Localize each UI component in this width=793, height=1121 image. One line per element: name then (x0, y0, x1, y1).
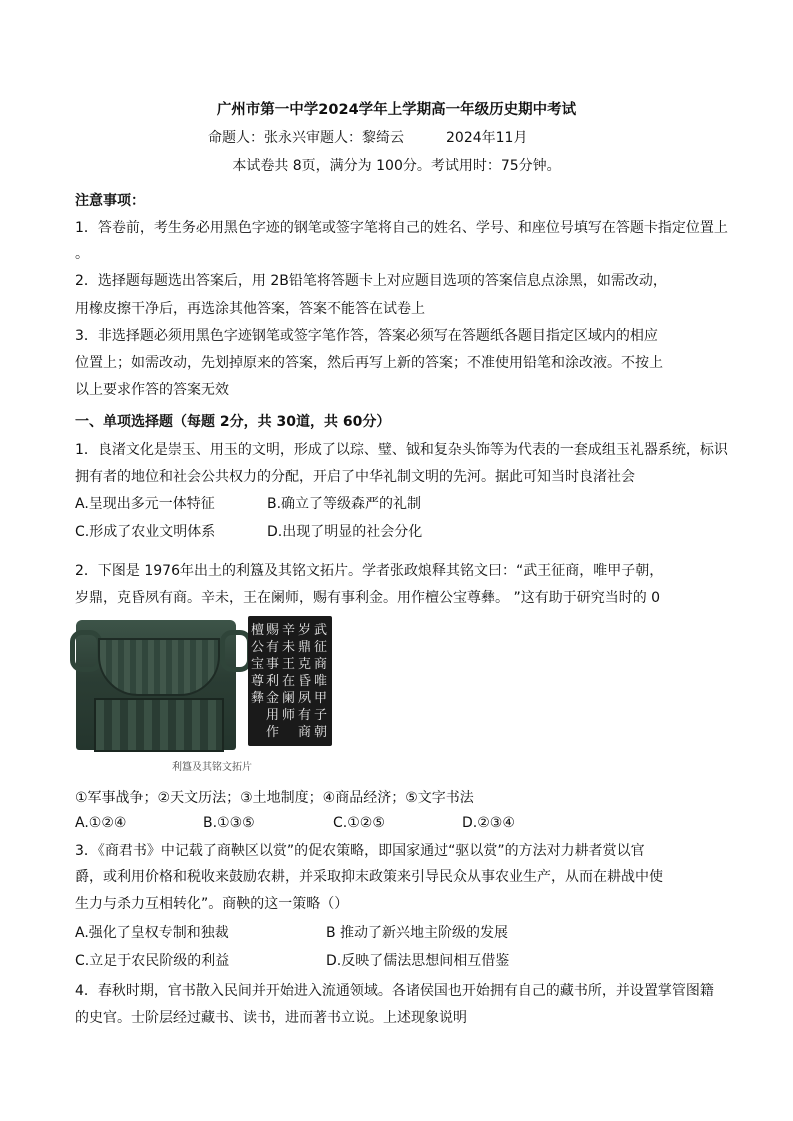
q2-stem-line-1: 2．下图是 1976年出土的利簋及其铭文拓片。学者张政烺释其铭文曰：“武王征商，唯甲子朝， (75, 563, 664, 579)
note-1-line-1: 1．答卷前，考生务必用黑色字迹的钢笔或签字笔将自己的姓名、学号、和座位号填写在答题卡指定位置上 (75, 220, 728, 236)
note-3-line-1: 3．非选择题必须用黑色字迹钢笔或签字笔作答，答案必须写在答题纸各题目指定区域内的相应 (75, 328, 658, 344)
q4-stem-line-2: 的史官。士阶层经过藏书、读书，进而著书立说。上述现象说明 (75, 1010, 467, 1026)
q1-stem-line-1: 1．良渚文化是崇玉、用玉的文明，形成了以琮、璧、钺和复杂头饰等为代表的一套成组玉礼器系统，标识 (75, 442, 728, 458)
figure-caption: 利簋及其铭文拓片 (172, 762, 252, 773)
q3-option-c: C.立足于农民阶级的利益 (75, 953, 230, 969)
q3-stem-line-2: 爵，或利用价格和税收来鼓励农耕，并采取抑末政策来引导民众从事农业生产，从而在耕战中使 (75, 869, 663, 885)
q2-option-c: C.①②⑤ (333, 815, 385, 831)
exam-title: 广州市第一中学2024学年上学期高一年级历史期中考试 (216, 102, 577, 118)
q2-items: ①军事战争；②天文历法；③土地制度；④商品经济；⑤文字书法 (75, 790, 474, 806)
notes-heading: 注意事项： (75, 193, 145, 209)
q1-option-c: C.形成了农业文明体系 (75, 524, 216, 540)
li-gui-vessel-image (76, 620, 236, 750)
q3-stem-line-1: 3．《商君书》中记载了商鞅区以赏”的促农策略，即国家通过“驱以赏”的方法对力耕者赏以官 (75, 843, 645, 859)
q1-option-d: D.出现了明显的社会分化 (267, 524, 423, 540)
q4-stem-line-1: 4．春秋时期，官书散入民间并开始进入流通领域。各诸侯国也开始拥有自己的藏书所，并设置掌管图籍 (75, 983, 714, 999)
exam-authors: 命题人：张永兴审题人：黎绮云 (208, 130, 404, 146)
note-2-line-2: 用橡皮擦干净后，再选涂其他答案，答案不能答在试卷上 (75, 301, 425, 317)
q2-stem-line-2: 岁鼎，克昏夙有商。辛未，王在阑师，赐有事利金。用作檀公宝尊彝。 ”这有助于研究当时的 0 (75, 590, 661, 606)
li-gui-figure (76, 616, 338, 773)
exam-date: 2024年11月 (446, 130, 528, 146)
q2-option-a: A.①②④ (75, 815, 127, 831)
note-3-line-2: 位置上；如需改动，先划掉原来的答案，然后再写上新的答案；不准使用铅笔和涂改液。不按上 (75, 355, 663, 371)
note-2-line-1: 2．选择题每题选出答案后，用 2B铅笔将答题卡上对应题目选项的答案信息点涂黑，如需改动， (75, 273, 667, 289)
q1-option-b: B.确立了等级森严的礼制 (267, 496, 422, 512)
q1-option-a: A.呈现出多元一体特征 (75, 496, 215, 512)
q3-option-a: A.强化了皇权专制和独裁 (75, 925, 229, 941)
q1-stem-line-2: 拥有者的地位和社会公共权力的分配，开启了中华礼制文明的先河。据此可知当时良渚社会 (75, 469, 635, 485)
q3-stem-line-3: 生力与杀力互相转化”。商鞅的这一策略（） (75, 896, 349, 912)
q2-option-d: D.②③④ (462, 815, 515, 831)
exam-info: 本试卷共 8页，满分为 100分。考试用时：75分钟。 (232, 158, 561, 174)
section-1-heading: 一、单项选择题（每题 2分，共 30道，共 60分） (75, 414, 391, 430)
note-3-line-3: 以上要求作答的答案无效 (75, 382, 229, 398)
q3-option-b: B 推动了新兴地主阶级的发展 (326, 925, 509, 941)
inscription-rubbing-image: 武征商唯甲子朝 岁鼎克昏夙有商 辛未王在阑师 赐有事利金用作 檀公宝尊彝 (248, 616, 332, 746)
q3-option-d: D.反映了儒法思想间相互借鉴 (326, 953, 510, 969)
note-1-line-2: 。 (75, 246, 89, 262)
q2-option-b: B.①③⑤ (203, 815, 255, 831)
